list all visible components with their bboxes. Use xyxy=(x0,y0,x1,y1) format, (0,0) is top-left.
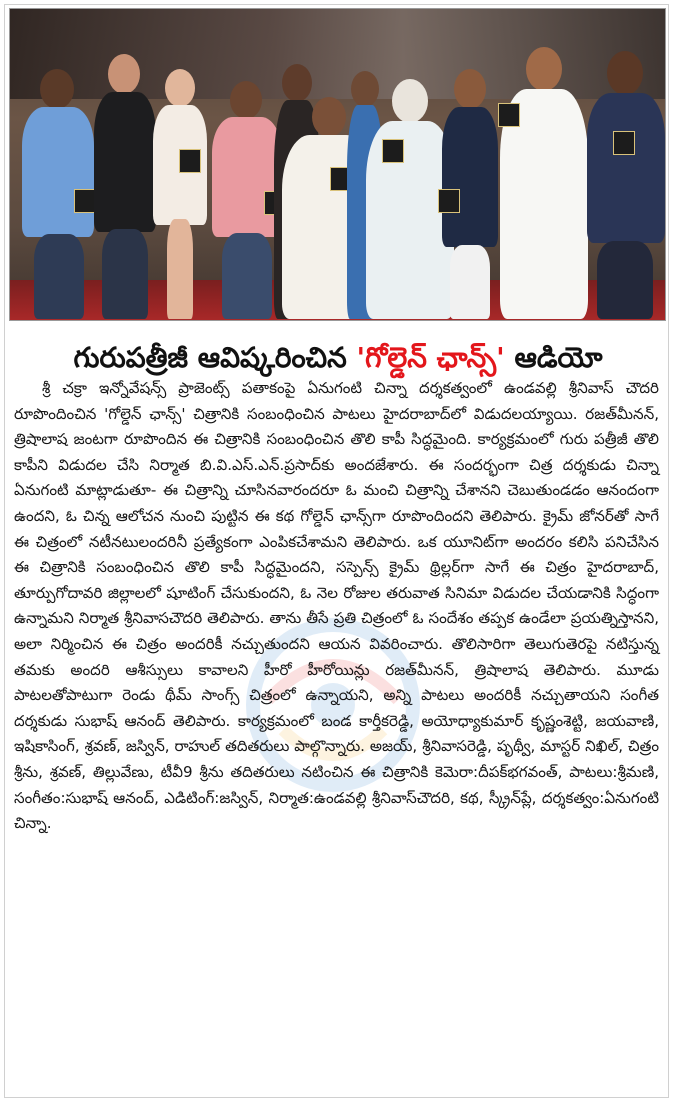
headline-highlight: 'గోల్డెన్ ఛాన్స్' xyxy=(356,341,505,374)
person-figure xyxy=(498,47,590,319)
person-figure xyxy=(440,69,500,319)
person-figure xyxy=(585,51,666,319)
person-figure xyxy=(145,69,215,319)
headline-suffix: ఆడియో xyxy=(504,341,603,374)
headline-prefix: గురుపత్రీజీ ఆవిష్కరించిన xyxy=(73,341,357,374)
headline xyxy=(28,338,648,378)
person-figure xyxy=(18,69,98,319)
article-body: శ్రీ చక్రా ఇన్నోవేషన్స్ ప్రాజెంట్స్ పతాకంపై ఏనుగంటి చిన్నా దర్శకత్వంలో ఉండవల్లి శ్రీనివాస్ చౌదరి రూపొందించిన 'గోల్డెన్ ఛాన్స్' చిత్రానికి సంబంధించిన పాటలు హైదరాబాద్‌లో విడుదలయ్యాయి. రజత్‌మీనన్, త్రిషాలాష జంటగా రూపొందిన ఈ చిత్రానికి సంబంధించిన తొలి కాపీ సిద్ధమైంది. కార్యక్రమంలో గురు పత్రీజీ తొలి కాపీని విడుదల చేసి నిర్మాత బి.వి.ఎస్.ఎన్.ప్రసాద్‌కు అందజేశారు. ఈ సందర్భంగా చిత్ర దర్శకుడు చిన్నా ఏనుగంటి మాట్లాడుతూ- ఈ చిత్రాన్ని చూసినవారందరూ ఓ మంచి చిత్రాన్ని చేశానని చెబుతుండడం ఆనందంగా ఉందని, ఓ చిన్న ఆలోచన నుంచి పుట్టిన ఈ కథ గోల్డెన్ ఛాన్స్‌గా రూపొందిందని తెలిపారు. క్రైమ్ జోనర్‌తో సాగే ఈ చిత్రంలో నటీనటులందరినీ ప్రత్యేకంగా ఎంపికచేశామని తెలిపారు. ఒక యూనిట్‌గా అందరం కలిసి పనిచేసిన ఈ చిత్రానికి సంబంధించిన తొలి కాపీ సిద్ధమైందని, సస్పెన్స్ క్రైమ్ థ్రిల్లర్‌గా సాగే ఈ చిత్రం హైదరాబాద్, తూర్పుగోదావరి జిల్లాలలో షూటింగ్ చేసుకుందని, ఓ నెల రోజుల తరువాత సినిమా విడుదల చేయడానికి సిద్ధంగా ఉన్నామని నిర్మాత శ్రీనివాసచౌదరి తెలిపారు. తాను తీసే ప్రతి చిత్రంలో ఓ సందేశం తప్పక ఉండేలా ప్రయత్నిస్తానని, అలా నిర్మించిన ఈ చిత్రం అందరికీ నచ్చుతుందని ఆయన వివరించారు. తొలిసారిగా తెలుగుతెరపై నటిస్తున్న తమకు అందరి ఆశీస్సులు కావాలని హీరో హీరోయిన్లు రజత్‌మీనన్, త్రిషాలాష తెలిపారు. మూడు పాటలతోపాటుగా రెండు థీమ్ సాంగ్స్ చిత్రంలో ఉన్నాయని, అన్ని పాటలు అందరికీ నచ్చుతాయని సంగీత దర్శకుడు సుభాష్ ఆనంద్ తెలిపారు. కార్యక్రమంలో బండ కార్తీకరెడ్డి, అయోధ్యాకుమార్ కృష్ణంశెట్టి, జయవాణి, ఇషికాసింగ్, శ్రవణ్, జస్విన్, రాహుల్ తదితరులు పాల్గొన్నారు. అజయ్, శ్రీనివాసరెడ్డి, పృథ్వీ, మాస్టర్ నిఖిల్, చిత్రం శ్రీను, శ్రవణ్, తిల్లువేణు, టీవీ9 శ్రీను తదితరులు నటించిన ఈ చిత్రానికి కెమెరా:దీపక్‌భగవంత్, పాటలు:శ్రీమణి, సంగీతం:సుభాష్ ఆనంద్, ఎడిటింగ్:జస్విన్, నిర్మాత:ఉండవల్లి శ్రీనివాస్‌చౌదరి, కథ, స్క్రీన్‌ప్లే, దర్శకత్వం:ఏనుగంటి చిన్నా. xyxy=(14,379,659,833)
event-photo xyxy=(9,8,666,321)
